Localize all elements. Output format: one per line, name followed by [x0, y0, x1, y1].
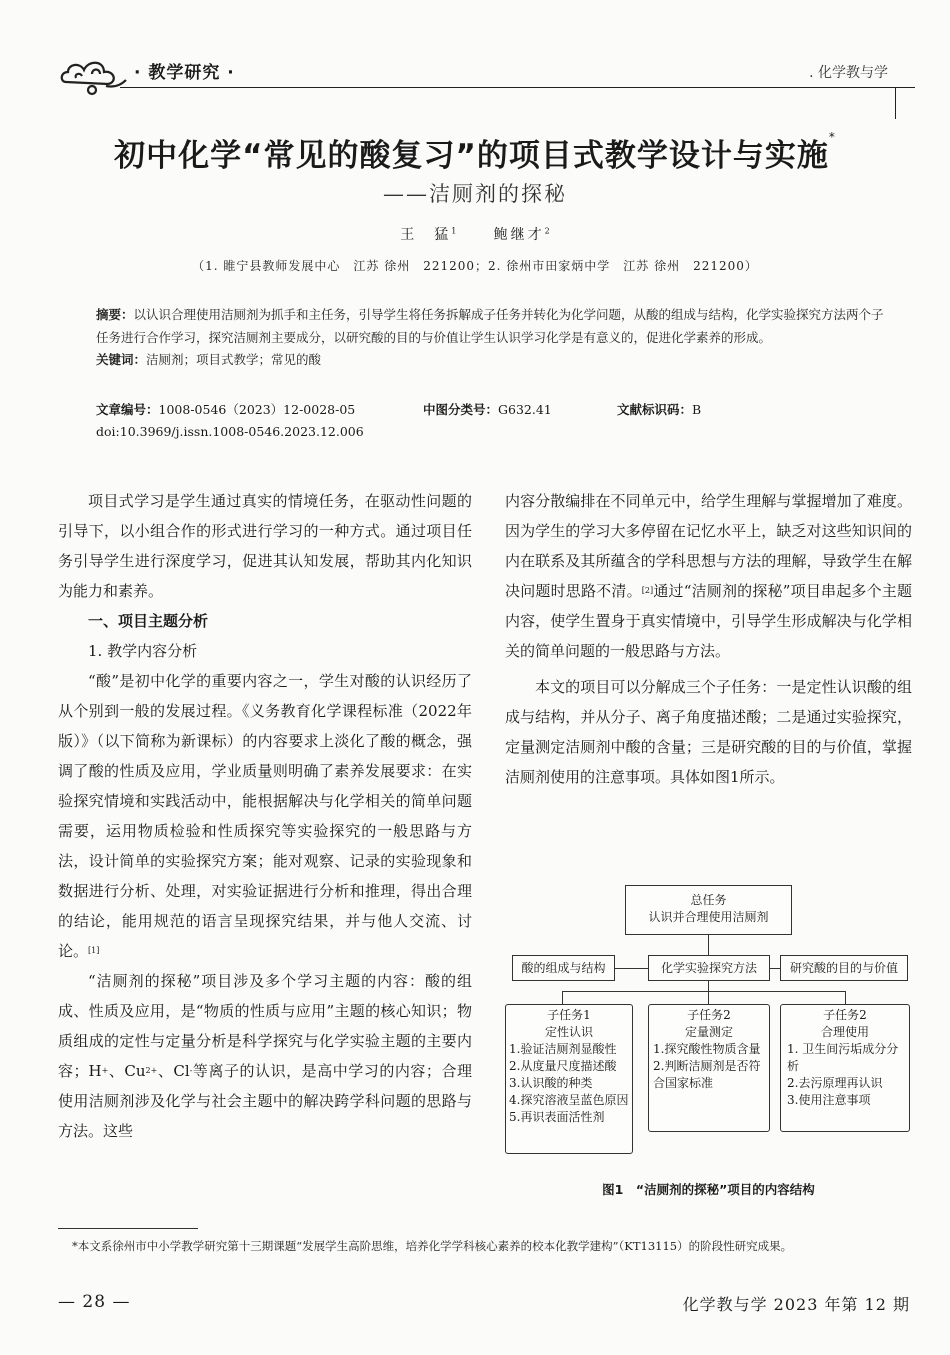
abstract-text: 以认识合理使用洁厕剂为抓手和主任务，引导学生将任务拆解成子任务并转化为化学问题，从酸的组成与结构，化学实验探究方法两个子任务进行合作学习，探究洁厕剂主要成分，以研究酸的目的与价值让学生认识学习化学是有意义的，促进化学素养的形成。 [96, 307, 884, 345]
title-footnote-mark: * [828, 130, 836, 144]
diagram-subtask-1: 子任务1 定性认识 1.验证洁厕剂显酸性 2.从度量尺度描述酸 3.认识酸的种类 4.探究溶液呈蓝色原因 5.再识表面活性剂 [505, 1004, 633, 1154]
figure-caption: 图1 “洁厕剂的探秘”项目的内容结构 [602, 1182, 815, 1197]
diagram-node: 化学实验探究方法 [648, 955, 770, 981]
subtask-item: 1.验证洁厕剂显酸性 [509, 1042, 617, 1056]
subtask-item: 1. 卫生间污垢成分分析 [787, 1042, 899, 1073]
abstract [96, 304, 886, 372]
page-number: — 28 — [58, 1292, 131, 1312]
diagram-subtask-2: 子任务2 定量测定 1.探究酸性物质含量 2.判断洁厕剂是否符合国家标准 [648, 1004, 770, 1132]
diagram-subtask-3: 子任务2 合理使用 1. 卫生间污垢成分分析 2.去污原理再认识 3.使用注意事项 [780, 1004, 910, 1132]
affiliations: （1. 睢宁县教师发展中心 江苏 徐州 221200；2. 徐州市田家炳中学 江苏 徐州 221200） [192, 259, 758, 273]
header-divider [120, 87, 915, 88]
header-divider-corner [895, 87, 916, 119]
footnote: *本文系徐州市中小学教学研究第十三期课题“发展学生高阶思维，培养化学学科核心素养的校本化教学建构”（KT13115）的阶段性研究成果。 [72, 1239, 793, 1253]
diagram-node: 研究酸的目的与价值 [780, 955, 908, 981]
subtask-item: 4.探究溶液呈蓝色原因 [509, 1093, 629, 1107]
author-name: 鲍继才 [493, 227, 545, 243]
cloud-ornament-icon [58, 52, 128, 96]
keywords-label: 关键词： [96, 352, 147, 367]
journal-issue: 化学教与学 2023 年第 12 期 [682, 1295, 910, 1314]
subtask-item: 2.判断洁厕剂是否符合国家标准 [653, 1059, 761, 1090]
paragraph: 项目式学习是学生通过真实的情境任务，在驱动性问题的引导下，以小组合作的形式进行学习的一种方式。通过项目任务引导学生进行深度学习，促进其认知发展，帮助其内化知识为能力和素养。 [58, 492, 472, 600]
right-column [505, 486, 912, 792]
subtask-item: 5.再识表面活性剂 [509, 1110, 605, 1124]
section-label: · 教学研究 · [134, 63, 235, 83]
subsection-heading: 1. 教学内容分析 [88, 642, 198, 660]
citation: [1] [88, 946, 100, 955]
paragraph: “酸”是初中化学的重要内容之一，学生对酸的认识经历了从个别到一般的发展过程。《义务教育化学课程标准（2022年版）》（以下简称为新课标）的内容要求上淡化了酸的概念，强调了酸的性质及应用，学业质量则明确了素养发展要求：在实验探究情境和实践活动中，能根据解决与化学相关的简单问题需要，运用物质检验和性质探究等实验探究的一般思路与方法，设计简单的实验探究方案；能对观察、记录的实验现象和数据进行分析、处理，对实验证据进行分析和推理，得出合理的结论，能用规范的语言呈现探究结果，并与他人交流、讨论。[1] [58, 672, 472, 960]
authors: 王 猛$^1$ 鲍继才$^2$ [400, 226, 550, 243]
citation: [2] [641, 586, 654, 595]
subtask-item: 1.探究酸性物质含量 [653, 1042, 761, 1056]
abstract-label: 摘要： [96, 307, 134, 322]
paragraph: “洁厕剂的探秘”项目涉及多个学习主题的内容：酸的组成、性质及应用，是“物质的性质与应用”主题的核心知识；物质组成的定性与定量分析是科学探究与化学实验主题的主要内容；H+、$Cu^{2+}$、Cl-等离子的认识，是高中学习的内容；合理使用洁厕剂涉及化学与社会主题中的解决跨学科问题的思路与方法。这些 [58, 972, 472, 1140]
paragraph: 内容分散编排在不同单元中，给学生理解与掌握增加了难度。因为学生的学习大多停留在记忆水平上，缺乏对这些知识间的内在联系及其所蕴含的学科思想与方法的理解，导致学生在解决问题时思路不清。[2]通过“洁厕剂的探秘”项目串起多个主题内容，使学生置身于真实情境中，引导学生形成解决与化学相关的简单问题的一般思路与方法。 [505, 492, 912, 660]
section-heading: 一、项目主题分析 [88, 612, 209, 630]
subtask-item: 2.去污原理再认识 [787, 1076, 883, 1090]
left-column [58, 486, 472, 1146]
article-subtitle: ——洁厕剂的探秘 [383, 182, 567, 206]
subtask-item: 2.从度量尺度描述酸 [509, 1059, 617, 1073]
diagram-node: 酸的组成与结构 [512, 955, 615, 981]
document-code: B [692, 402, 702, 417]
article-title: 初中化学“常见的酸复习”的项目式教学设计与实施* [114, 130, 836, 174]
clc-number: G632.41 [498, 402, 552, 417]
subtask-item: 3.使用注意事项 [787, 1093, 871, 1107]
figure-diagram [505, 880, 915, 1170]
diagram-main-task: 总任务 认识并合理使用洁厕剂 [625, 885, 792, 935]
article-number: 1008-0546（2023）12-0028-05 [158, 402, 356, 417]
keywords: 洁厕剂；项目式教学；常见的酸 [146, 352, 322, 367]
subtask-item: 3.认识酸的种类 [509, 1076, 593, 1090]
article-metadata: 文章编号：1008-0546（2023）12-0028-05 中图分类号：G632.41 文献标识码：B [96, 402, 702, 417]
author-name: 王 猛 [400, 227, 452, 243]
paragraph: 本文的项目可以分解成三个子任务：一是定性认识酸的组成与结构，并从分子、离子角度描述酸；二是通过实验探究，定量测定洁厕剂中酸的含量；三是研究酸的目的与价值，掌握洁厕剂使用的注意事项。具体如图1所示。 [505, 678, 912, 786]
footnote-divider [58, 1228, 198, 1229]
doi: doi:10.3969/j.issn.1008-0546.2023.12.006 [96, 424, 364, 439]
journal-name: . 化学教与学 [809, 65, 888, 81]
